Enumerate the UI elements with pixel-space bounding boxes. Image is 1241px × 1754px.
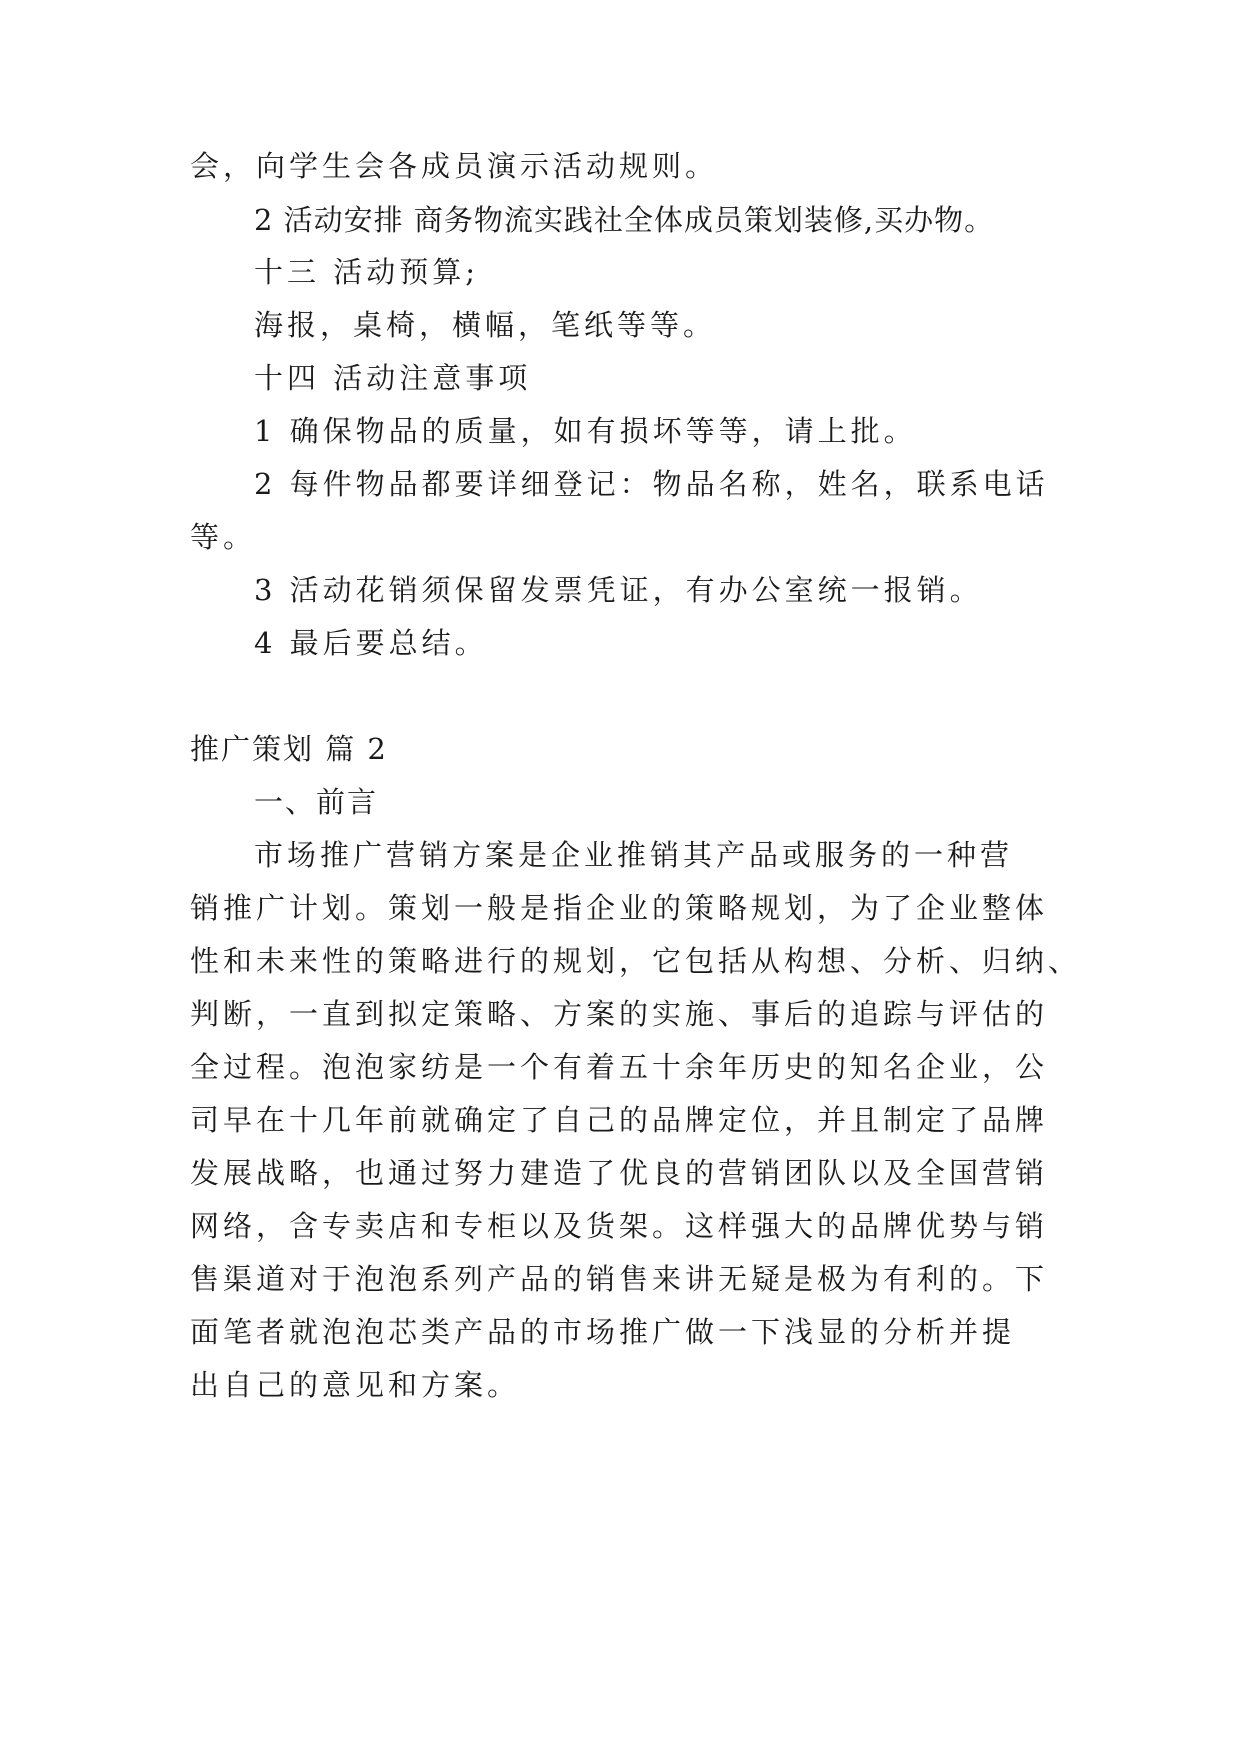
- body-line: 2 活动安排 商务物流实践社全体成员策划装修,买办物。: [254, 203, 995, 237]
- body-line: 十四 活动注意事项: [254, 361, 532, 395]
- section-subheading: 一、前言: [254, 785, 379, 819]
- body-line: 3 活动花销须保留发票凭证，有办公室统一报销。: [254, 573, 983, 607]
- body-line: 等。: [190, 520, 257, 554]
- paragraph-line: 市场推广营销方案是企业推销其产品或服务的一种营: [254, 838, 1014, 872]
- body-line: 4 最后要总结。: [254, 626, 488, 660]
- paragraph-line: 性和未来性的策略进行的规划，它包括从构想、分析、归纳、: [190, 944, 1082, 978]
- body-line: 海报，桌椅，横幅，笔纸等等。: [254, 308, 717, 342]
- body-line: 1 确保物品的质量，如有损坏等等，请上批。: [254, 414, 917, 448]
- paragraph-line: 网络，含专卖店和专柜以及货架。这样强大的品牌优势与销: [190, 1209, 1049, 1243]
- paragraph-line: 面笔者就泡泡芯类产品的市场推广做一下浅显的分析并提: [190, 1315, 1016, 1349]
- paragraph-line: 发展战略，也通过努力建造了优良的营销团队以及全国营销: [190, 1156, 1049, 1190]
- body-line: 十三 活动预算;: [254, 255, 479, 289]
- paragraph-line: 售渠道对于泡泡系列产品的销售来讲无疑是极为有利的。下: [190, 1262, 1049, 1296]
- paragraph-line: 司早在十几年前就确定了自己的品牌定位，并且制定了品牌: [190, 1103, 1049, 1137]
- paragraph-line: 判断，一直到拟定策略、方案的实施、事后的追踪与评估的: [190, 997, 1049, 1031]
- paragraph-line: 销推广计划。策划一般是指企业的策略规划，为了企业整体: [190, 891, 1049, 925]
- paragraph-line: 全过程。泡泡家纺是一个有着五十余年历史的知名企业，公: [190, 1050, 1049, 1084]
- body-line: 会，向学生会各成员演示活动规则。: [190, 149, 719, 183]
- body-line: 2 每件物品都要详细登记：物品名称，姓名，联系电话: [254, 467, 1049, 501]
- paragraph-line: 出自己的意见和方案。: [190, 1368, 521, 1402]
- section-title: 推广策划 篇 2: [190, 732, 388, 766]
